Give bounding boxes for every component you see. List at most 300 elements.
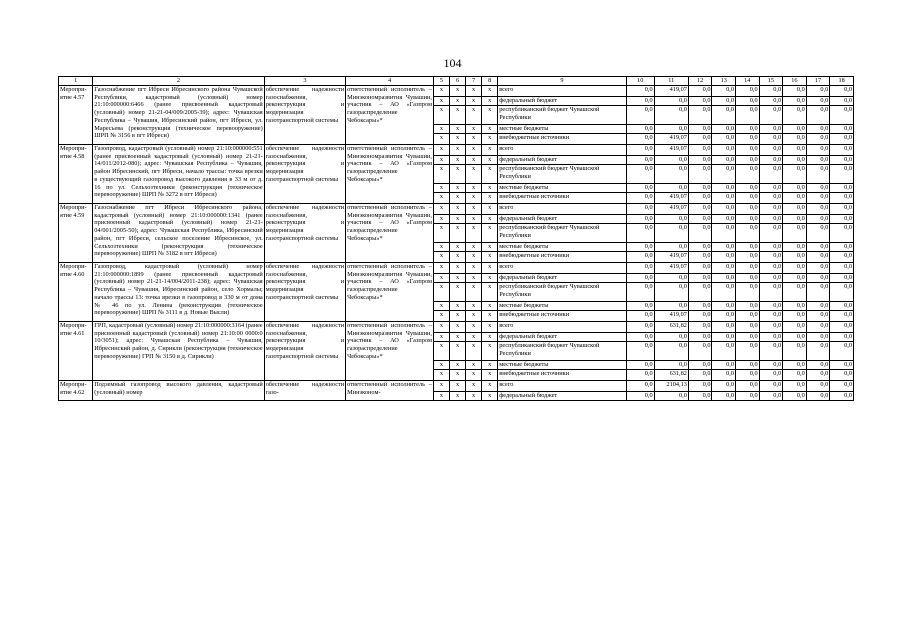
code-cell: x <box>450 156 466 165</box>
amount-cell: 0,0 <box>626 204 654 215</box>
code-cell: x <box>450 252 466 263</box>
measure-goal: обеспечение надежности газоснабжения, реконструкция и модернизация газотранспортной системы <box>264 263 345 322</box>
amount-cell: 0,0 <box>654 97 688 106</box>
amount-cell: 419,07 <box>654 134 688 145</box>
amount-cell: 0,0 <box>830 215 854 224</box>
amount-cell: 0,0 <box>759 252 783 263</box>
funding-source: местные бюджеты <box>498 302 627 311</box>
funding-source: всего <box>498 322 627 333</box>
amount-cell: 0,0 <box>759 370 783 381</box>
amount-cell: 0,0 <box>806 134 830 145</box>
amount-cell: 0,0 <box>712 243 736 252</box>
measure-executor: ответственный исполнитель – Минэкономразвития Чувашии, участник – АО «Газпром газораспределение Чебоксары»* <box>346 204 434 263</box>
code-cell: x <box>482 204 498 215</box>
amount-cell: 0,0 <box>736 392 760 401</box>
column-number: 18 <box>830 77 854 86</box>
code-cell: x <box>466 156 482 165</box>
measure-id: Меропри-ятие 4.62 <box>59 381 93 401</box>
code-cell: x <box>482 134 498 145</box>
column-number: 12 <box>688 77 712 86</box>
amount-cell: 0,0 <box>830 392 854 401</box>
amount-cell: 0,0 <box>759 381 783 392</box>
amount-cell: 0,0 <box>759 215 783 224</box>
amount-cell: 0,0 <box>688 224 712 243</box>
code-cell: x <box>450 184 466 193</box>
amount-cell: 0,0 <box>806 106 830 125</box>
amount-cell: 0,0 <box>783 381 807 392</box>
amount-cell: 2104,13 <box>654 381 688 392</box>
code-cell: x <box>466 392 482 401</box>
amount-cell: 0,0 <box>688 97 712 106</box>
amount-cell: 0,0 <box>783 333 807 342</box>
amount-cell: 0,0 <box>736 322 760 333</box>
code-cell: x <box>482 342 498 361</box>
code-cell: x <box>466 86 482 97</box>
amount-cell: 0,0 <box>783 215 807 224</box>
amount-cell: 0,0 <box>783 243 807 252</box>
amount-cell: 0,0 <box>712 224 736 243</box>
amount-cell: 0,0 <box>806 311 830 322</box>
funding-source: федеральный бюджет <box>498 333 627 342</box>
code-cell: x <box>466 381 482 392</box>
amount-cell: 0,0 <box>806 361 830 370</box>
table-row <box>59 145 854 156</box>
column-number: 13 <box>712 77 736 86</box>
amount-cell: 0,0 <box>830 193 854 204</box>
code-cell: x <box>482 322 498 333</box>
amount-cell: 0,0 <box>654 224 688 243</box>
funding-source: республиканский бюджет Чувашской Республики <box>498 106 627 125</box>
column-number: 3 <box>264 77 345 86</box>
measure-executor: ответственный исполнитель – Минэконом- <box>346 381 434 401</box>
amount-cell: 0,0 <box>783 322 807 333</box>
column-number: 10 <box>626 77 654 86</box>
amount-cell: 0,0 <box>688 106 712 125</box>
amount-cell: 0,0 <box>626 370 654 381</box>
code-cell: x <box>450 311 466 322</box>
code-cell: x <box>433 322 449 333</box>
amount-cell: 0,0 <box>712 97 736 106</box>
amount-cell: 631,82 <box>654 322 688 333</box>
code-cell: x <box>482 333 498 342</box>
code-cell: x <box>433 106 449 125</box>
amount-cell: 0,0 <box>783 263 807 274</box>
amount-cell: 0,0 <box>626 215 654 224</box>
amount-cell: 0,0 <box>759 145 783 156</box>
amount-cell: 0,0 <box>654 392 688 401</box>
funding-source: всего <box>498 381 627 392</box>
amount-cell: 0,0 <box>736 134 760 145</box>
amount-cell: 0,0 <box>712 106 736 125</box>
column-number: 1 <box>59 77 93 86</box>
amount-cell: 0,0 <box>830 97 854 106</box>
amount-cell: 0,0 <box>712 215 736 224</box>
code-cell: x <box>466 204 482 215</box>
amount-cell: 0,0 <box>830 243 854 252</box>
amount-cell: 0,0 <box>830 263 854 274</box>
amount-cell: 0,0 <box>759 322 783 333</box>
amount-cell: 0,0 <box>688 156 712 165</box>
amount-cell: 0,0 <box>712 311 736 322</box>
amount-cell: 0,0 <box>654 215 688 224</box>
amount-cell: 0,0 <box>654 342 688 361</box>
amount-cell: 0,0 <box>806 224 830 243</box>
code-cell: x <box>466 134 482 145</box>
code-cell: x <box>450 322 466 333</box>
amount-cell: 0,0 <box>759 263 783 274</box>
amount-cell: 0,0 <box>783 106 807 125</box>
code-cell: x <box>450 274 466 283</box>
code-cell: x <box>482 252 498 263</box>
amount-cell: 0,0 <box>806 392 830 401</box>
column-number: 8 <box>482 77 498 86</box>
amount-cell: 0,0 <box>688 184 712 193</box>
amount-cell: 0,0 <box>783 134 807 145</box>
code-cell: x <box>466 283 482 302</box>
code-cell: x <box>466 215 482 224</box>
amount-cell: 0,0 <box>806 156 830 165</box>
amount-cell: 0,0 <box>736 106 760 125</box>
funding-source: всего <box>498 145 627 156</box>
amount-cell: 0,0 <box>783 204 807 215</box>
column-number: 2 <box>93 77 264 86</box>
amount-cell: 0,0 <box>759 274 783 283</box>
amount-cell: 0,0 <box>626 263 654 274</box>
funding-source: всего <box>498 204 627 215</box>
amount-cell: 0,0 <box>783 184 807 193</box>
amount-cell: 0,0 <box>626 283 654 302</box>
amount-cell: 0,0 <box>736 215 760 224</box>
code-cell: x <box>482 156 498 165</box>
amount-cell: 0,0 <box>626 145 654 156</box>
funding-source: местные бюджеты <box>498 361 627 370</box>
amount-cell: 0,0 <box>654 274 688 283</box>
amount-cell: 0,0 <box>688 283 712 302</box>
code-cell: x <box>466 263 482 274</box>
code-cell: x <box>466 252 482 263</box>
amount-cell: 0,0 <box>806 274 830 283</box>
amount-cell: 0,0 <box>830 342 854 361</box>
amount-cell: 0,0 <box>712 333 736 342</box>
amount-cell: 0,0 <box>736 263 760 274</box>
code-cell: x <box>450 392 466 401</box>
code-cell: x <box>482 274 498 283</box>
amount-cell: 0,0 <box>654 156 688 165</box>
code-cell: x <box>482 193 498 204</box>
code-cell: x <box>450 243 466 252</box>
funding-source: республиканский бюджет Чувашской Республики <box>498 283 627 302</box>
amount-cell: 0,0 <box>759 97 783 106</box>
amount-cell: 0,0 <box>688 252 712 263</box>
column-number-row <box>59 77 854 86</box>
funding-source: республиканский бюджет Чувашской Республики <box>498 342 627 361</box>
amount-cell: 0,0 <box>806 145 830 156</box>
measure-id: Меропри-ятие 4.60 <box>59 263 93 322</box>
measure-description: Подземный газопровод высокого давления, кадастровый (условный) номер <box>93 381 264 401</box>
amount-cell: 0,0 <box>830 381 854 392</box>
code-cell: x <box>433 184 449 193</box>
amount-cell: 0,0 <box>688 274 712 283</box>
funding-source: внебюджетные источники <box>498 134 627 145</box>
amount-cell: 0,0 <box>806 193 830 204</box>
table-body <box>59 77 854 401</box>
amount-cell: 0,0 <box>712 283 736 302</box>
measure-id: Меропри-ятие 4.58 <box>59 145 93 204</box>
amount-cell: 0,0 <box>830 302 854 311</box>
amount-cell: 0,0 <box>688 370 712 381</box>
funding-source: федеральный бюджет <box>498 97 627 106</box>
code-cell: x <box>450 302 466 311</box>
code-cell: x <box>433 274 449 283</box>
amount-cell: 0,0 <box>759 243 783 252</box>
amount-cell: 0,0 <box>654 243 688 252</box>
measure-id: Меропри-ятие 4.59 <box>59 204 93 263</box>
amount-cell: 0,0 <box>830 361 854 370</box>
amount-cell: 0,0 <box>688 86 712 97</box>
amount-cell: 0,0 <box>806 125 830 134</box>
code-cell: x <box>433 361 449 370</box>
amount-cell: 0,0 <box>736 361 760 370</box>
amount-cell: 0,0 <box>783 145 807 156</box>
amount-cell: 0,0 <box>626 106 654 125</box>
amount-cell: 0,0 <box>712 134 736 145</box>
amount-cell: 0,0 <box>712 302 736 311</box>
amount-cell: 0,0 <box>806 333 830 342</box>
code-cell: x <box>433 333 449 342</box>
code-cell: x <box>466 125 482 134</box>
amount-cell: 0,0 <box>688 263 712 274</box>
code-cell: x <box>450 370 466 381</box>
code-cell: x <box>482 302 498 311</box>
amount-cell: 419,07 <box>654 86 688 97</box>
amount-cell: 0,0 <box>688 311 712 322</box>
amount-cell: 0,0 <box>654 184 688 193</box>
column-number: 17 <box>806 77 830 86</box>
code-cell: x <box>433 165 449 184</box>
measure-description: Газоснабжение пгт Ибреси Ибресинского района Чувашской Республики, кадастровый (условный) номер 21:10:000000:6466 (ранее присвоенный кадастровый (условный) номер 21-21-04/009/2005-39); адрес: Чувашская Республика – Чувашия, Ибресинский район, пгт Ибреси, ул. Маресьева (реконструкция (техническое перевооружение) ШРП № 3156 в пгт Ибреси) <box>93 86 264 145</box>
amount-cell: 0,0 <box>688 204 712 215</box>
amount-cell: 0,0 <box>688 392 712 401</box>
code-cell: x <box>482 165 498 184</box>
amount-cell: 0,0 <box>806 184 830 193</box>
code-cell: x <box>466 333 482 342</box>
amount-cell: 0,0 <box>759 333 783 342</box>
measure-goal: обеспечение надежности газоснабжения, реконструкция и модернизация газотранспортной системы <box>264 322 345 381</box>
amount-cell: 0,0 <box>806 97 830 106</box>
amount-cell: 0,0 <box>654 283 688 302</box>
code-cell: x <box>433 224 449 243</box>
code-cell: x <box>433 134 449 145</box>
code-cell: x <box>450 342 466 361</box>
amount-cell: 419,07 <box>654 311 688 322</box>
amount-cell: 0,0 <box>806 263 830 274</box>
code-cell: x <box>466 165 482 184</box>
code-cell: x <box>482 381 498 392</box>
amount-cell: 0,0 <box>712 252 736 263</box>
amount-cell: 0,0 <box>736 243 760 252</box>
measure-executor: ответственный исполнитель – Минэкономразвития Чувашии, участник – АО «Газпром газораспределение Чебоксары»* <box>346 86 434 145</box>
amount-cell: 0,0 <box>736 97 760 106</box>
amount-cell: 0,0 <box>783 125 807 134</box>
amount-cell: 0,0 <box>830 311 854 322</box>
code-cell: x <box>433 392 449 401</box>
amount-cell: 0,0 <box>830 86 854 97</box>
measure-description: Газопровод, кадастровый (условный) номер 21:10:000000:1899 (ранее присвоенный кадастровый (условный) номер 21-21-14/004/2011-238); адрес: Чувашская Республика – Чувашия, Ибресинский район, село Хормалы; начало трассы 13: точка врезки в газопровод в 330 м от дома № 46 по ул. Ленина (реконструкция (техническое перевооружение) ШРП № 3111 в д. Новые Высли) <box>93 263 264 322</box>
amount-cell: 0,0 <box>806 342 830 361</box>
code-cell: x <box>450 381 466 392</box>
amount-cell: 0,0 <box>806 283 830 302</box>
amount-cell: 0,0 <box>688 215 712 224</box>
amount-cell: 0,0 <box>759 224 783 243</box>
measure-goal: обеспечение надежности газоснабжения, реконструкция и модернизация газотранспортной системы <box>264 204 345 263</box>
amount-cell: 0,0 <box>759 311 783 322</box>
code-cell: x <box>482 370 498 381</box>
code-cell: x <box>482 106 498 125</box>
amount-cell: 0,0 <box>830 322 854 333</box>
amount-cell: 0,0 <box>654 125 688 134</box>
amount-cell: 0,0 <box>712 392 736 401</box>
funding-source: внебюджетные источники <box>498 193 627 204</box>
measure-description: ГРП, кадастровый (условный) номер 21:10:000000:3164 (ранее присвоенный кадастровый (условный) номер 21:10:00 0000:0 10/3051); адрес: Чувашская Республика – Чувашия, Ибресинский район, д. Сирикли (реконструкция (техническое перевооружение) ГРП № 3150 в д. Сирикли) <box>93 322 264 381</box>
amount-cell: 0,0 <box>626 322 654 333</box>
column-number: 16 <box>783 77 807 86</box>
amount-cell: 0,0 <box>712 193 736 204</box>
amount-cell: 0,0 <box>736 311 760 322</box>
measure-goal: обеспечение надежности газоснабжения, реконструкция и модернизация газотранспортной системы <box>264 86 345 145</box>
code-cell: x <box>450 215 466 224</box>
amount-cell: 0,0 <box>654 106 688 125</box>
amount-cell: 0,0 <box>626 165 654 184</box>
column-number: 6 <box>450 77 466 86</box>
code-cell: x <box>433 204 449 215</box>
amount-cell: 0,0 <box>736 204 760 215</box>
code-cell: x <box>482 184 498 193</box>
code-cell: x <box>450 263 466 274</box>
amount-cell: 0,0 <box>712 381 736 392</box>
amount-cell: 0,0 <box>806 243 830 252</box>
column-number: 7 <box>466 77 482 86</box>
code-cell: x <box>466 361 482 370</box>
amount-cell: 0,0 <box>688 333 712 342</box>
code-cell: x <box>466 342 482 361</box>
code-cell: x <box>433 243 449 252</box>
amount-cell: 0,0 <box>736 184 760 193</box>
amount-cell: 0,0 <box>688 361 712 370</box>
amount-cell: 0,0 <box>712 322 736 333</box>
amount-cell: 0,0 <box>736 283 760 302</box>
amount-cell: 419,07 <box>654 204 688 215</box>
column-number: 4 <box>346 77 434 86</box>
funding-source: федеральный бюджет <box>498 156 627 165</box>
amount-cell: 0,0 <box>736 381 760 392</box>
amount-cell: 0,0 <box>830 274 854 283</box>
code-cell: x <box>450 224 466 243</box>
code-cell: x <box>466 97 482 106</box>
amount-cell: 0,0 <box>783 165 807 184</box>
amount-cell: 0,0 <box>688 125 712 134</box>
code-cell: x <box>466 322 482 333</box>
table-row <box>59 381 854 392</box>
amount-cell: 0,0 <box>626 274 654 283</box>
amount-cell: 0,0 <box>783 392 807 401</box>
code-cell: x <box>433 125 449 134</box>
code-cell: x <box>482 215 498 224</box>
code-cell: x <box>482 224 498 243</box>
amount-cell: 0,0 <box>759 106 783 125</box>
amount-cell: 0,0 <box>759 134 783 145</box>
amount-cell: 0,0 <box>759 204 783 215</box>
amount-cell: 0,0 <box>626 302 654 311</box>
code-cell: x <box>466 145 482 156</box>
amount-cell: 0,0 <box>806 215 830 224</box>
measure-id: Меропри-ятие 4.61 <box>59 322 93 381</box>
amount-cell: 0,0 <box>783 370 807 381</box>
funding-source: федеральный бюджет <box>498 215 627 224</box>
amount-cell: 0,0 <box>626 125 654 134</box>
amount-cell: 0,0 <box>736 165 760 184</box>
amount-cell: 0,0 <box>806 381 830 392</box>
amount-cell: 0,0 <box>830 283 854 302</box>
code-cell: x <box>466 193 482 204</box>
amount-cell: 0,0 <box>712 361 736 370</box>
amount-cell: 0,0 <box>688 302 712 311</box>
funding-source: местные бюджеты <box>498 184 627 193</box>
code-cell: x <box>450 361 466 370</box>
amount-cell: 0,0 <box>626 333 654 342</box>
column-number: 14 <box>736 77 760 86</box>
code-cell: x <box>450 145 466 156</box>
code-cell: x <box>433 86 449 97</box>
amount-cell: 0,0 <box>806 165 830 184</box>
code-cell: x <box>433 145 449 156</box>
amount-cell: 0,0 <box>688 134 712 145</box>
code-cell: x <box>433 215 449 224</box>
amount-cell: 0,0 <box>830 333 854 342</box>
amount-cell: 0,0 <box>736 333 760 342</box>
amount-cell: 0,0 <box>783 252 807 263</box>
amount-cell: 0,0 <box>783 86 807 97</box>
amount-cell: 0,0 <box>830 252 854 263</box>
amount-cell: 0,0 <box>806 252 830 263</box>
column-number: 9 <box>498 77 627 86</box>
amount-cell: 0,0 <box>626 243 654 252</box>
amount-cell: 0,0 <box>688 145 712 156</box>
amount-cell: 0,0 <box>712 156 736 165</box>
amount-cell: 0,0 <box>830 134 854 145</box>
code-cell: x <box>482 311 498 322</box>
amount-cell: 0,0 <box>759 283 783 302</box>
amount-cell: 0,0 <box>830 204 854 215</box>
funding-source: внебюджетные источники <box>498 311 627 322</box>
code-cell: x <box>450 333 466 342</box>
code-cell: x <box>466 274 482 283</box>
amount-cell: 0,0 <box>759 184 783 193</box>
amount-cell: 0,0 <box>759 165 783 184</box>
amount-cell: 419,07 <box>654 145 688 156</box>
amount-cell: 0,0 <box>783 274 807 283</box>
table-row <box>59 263 854 274</box>
amount-cell: 0,0 <box>783 302 807 311</box>
code-cell: x <box>433 311 449 322</box>
code-cell: x <box>433 370 449 381</box>
code-cell: x <box>466 184 482 193</box>
amount-cell: 0,0 <box>783 224 807 243</box>
amount-cell: 0,0 <box>736 302 760 311</box>
measure-id: Меропри-ятие 4.57 <box>59 86 93 145</box>
amount-cell: 0,0 <box>626 381 654 392</box>
code-cell: x <box>450 86 466 97</box>
amount-cell: 0,0 <box>736 125 760 134</box>
